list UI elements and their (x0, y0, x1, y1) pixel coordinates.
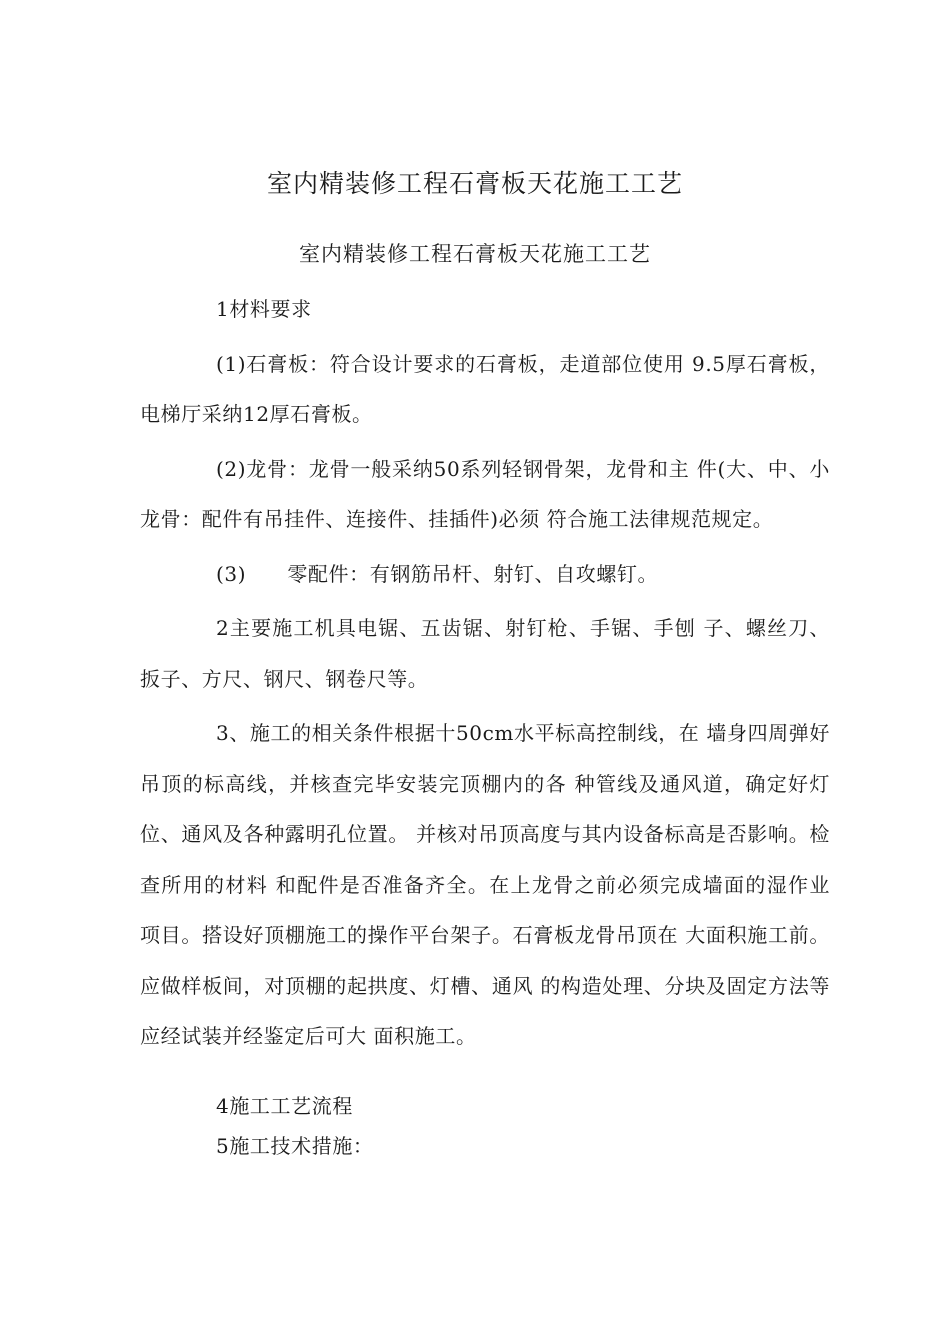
paragraph-accessories: (3) 零配件：有钢筋吊杆、射钉、自攻螺钉。 (216, 561, 659, 586)
document-subtitle: 室内精装修工程石膏板天花施工工艺 (299, 242, 651, 266)
section-1-heading: 1材料要求 (216, 297, 312, 321)
paragraph-gypsum-board: (1)石膏板：符合设计要求的石膏板，走道部位使用 9.5厚石膏板，电梯厅采纳12厚石膏板。 (140, 351, 830, 426)
document-body (140, 284, 830, 1166)
document-title: 室内精装修工程石膏板天花施工工艺 (266, 169, 683, 198)
paragraph-conditions: 3、施工的相关条件根据十50cm水平标高控制线，在 墙身四周弹好吊顶的标高线，并核查完毕安装完顶棚内的各 种管线及通风道，确定好灯位、通风及各种露明孔位置。 并核对吊顶高度与其内设备标高是否影响。检查所用的材料 和配件是否准备齐全。在上龙骨之前必须完成墙面的湿作业 项目。搭设好顶棚施工的操作平台架子。石膏板龙骨吊顶在 大面积施工前。应做样板间，对顶棚的起拱度、灯槽、通风 的构造处理、分块及固定方法等应经试装并经鉴定后可大 面积施工。 (140, 721, 830, 1048)
paragraph-tools: 2主要施工机具电锯、五齿锯、射钉枪、手锯、手刨 子、螺丝刀、扳子、方尺、钢尺、钢卷尺等。 (140, 616, 830, 691)
section-4-heading: 4施工工艺流程 (216, 1093, 353, 1118)
paragraph-keel: (2)龙骨：龙骨一般采纳50系列轻钢骨架，龙骨和主 件(大、中、小龙骨：配件有吊挂件、连接件、挂插件)必须 符合施工法律规范规定。 (140, 456, 830, 531)
section-5-heading: 5施工技术措施： (216, 1133, 374, 1158)
